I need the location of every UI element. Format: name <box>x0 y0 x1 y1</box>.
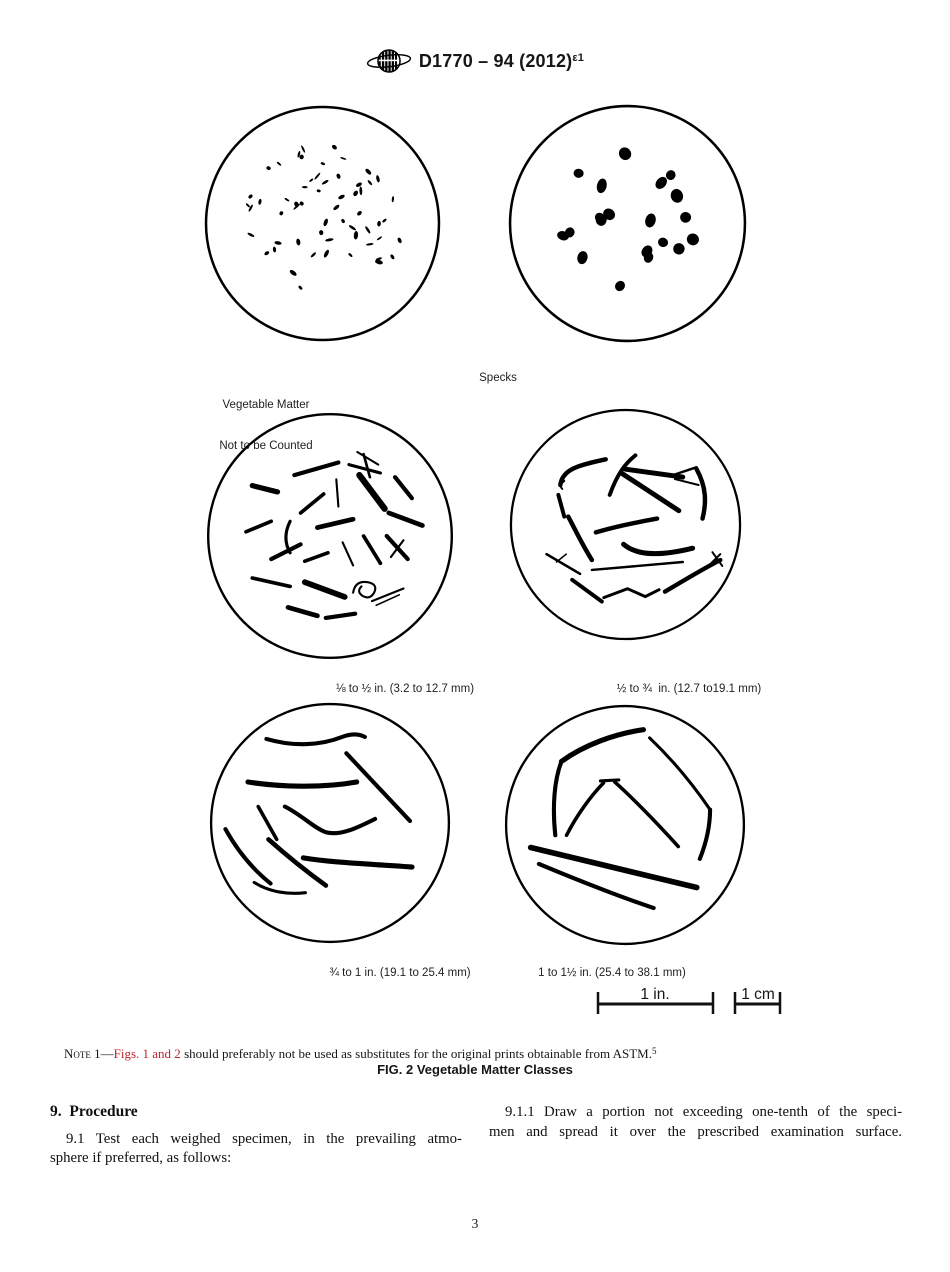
figure-circle-vegetable-matter <box>202 103 443 344</box>
scale-bars <box>582 982 802 1018</box>
label-class-eighth-to-half: ⅛ to ½ in. (3.2 to 12.7 mm) <box>335 683 475 695</box>
astm-logo-icon <box>366 46 412 76</box>
cm-scale-label: 1 cm <box>741 986 775 1003</box>
page-header <box>0 46 950 76</box>
paragraph-9-1-1 <box>489 1103 902 1142</box>
label-class-one-to-one-half: 1 to 1½ in. (25.4 to 38.1 mm) <box>538 967 686 979</box>
note-label: Note 1— <box>64 1046 114 1061</box>
petri-circle-outline <box>206 107 439 340</box>
figure-circle-medium-fibers <box>507 406 744 643</box>
small-specks-drawing <box>245 144 402 291</box>
paragraph-9-1 <box>50 1130 462 1169</box>
text-line: 9.1.1 Draw a portion not exceeding one-tenth of the speci- <box>505 1104 902 1120</box>
medium-fibers-drawing <box>547 455 723 601</box>
longest-fibers-drawing <box>531 730 710 908</box>
text-line: sphere if preferred, as follows: <box>50 1150 232 1166</box>
label-class-three-quarter-to-one: ¾ to 1 in. (19.1 to 25.4 mm) <box>329 967 471 979</box>
figure-caption: FIG. 2 Vegetable Matter Classes <box>377 1062 573 1077</box>
large-specks-drawing <box>556 145 701 293</box>
petri-circle-outline <box>510 106 745 341</box>
label-specks: Specks <box>479 372 517 384</box>
inch-scale-label: 1 in. <box>640 986 670 1003</box>
document-title <box>419 51 584 72</box>
document-title-text: D1770 – 94 (2012) <box>418 50 573 71</box>
long-fibers-drawing <box>225 735 412 894</box>
label-vegetable-matter <box>166 372 366 480</box>
figure-note <box>64 1046 864 1062</box>
section-heading-procedure: 9. Procedure <box>50 1103 138 1120</box>
figure-circle-specks <box>506 102 749 345</box>
page-number: 3 <box>471 1216 479 1231</box>
figure-circle-long-fibers <box>207 700 453 946</box>
label-line: Vegetable Matter <box>222 399 310 411</box>
text-line: men and spread it over the prescribed examination surface. <box>489 1123 902 1140</box>
left-column <box>50 1102 462 1169</box>
text-line: 9.1 Test each weighed specimen, in the prevailing atmo- <box>66 1130 462 1147</box>
label-class-half-to-three-quarter: ½ to ¾ in. (12.7 to19.1 mm) <box>616 683 762 695</box>
note-text: should preferably not be used as substitutes for the original prints obtainable from ASTM. <box>180 1046 652 1061</box>
right-column <box>489 1103 902 1142</box>
document-title-superscript: ε1 <box>572 51 585 64</box>
figure-circle-longest-fibers <box>502 702 748 948</box>
figs-1-and-2-link[interactable]: Figs. 1 and 2 <box>113 1046 181 1061</box>
footnote-reference: 5 <box>651 1046 657 1056</box>
label-line: Not to be Counted <box>219 439 313 452</box>
